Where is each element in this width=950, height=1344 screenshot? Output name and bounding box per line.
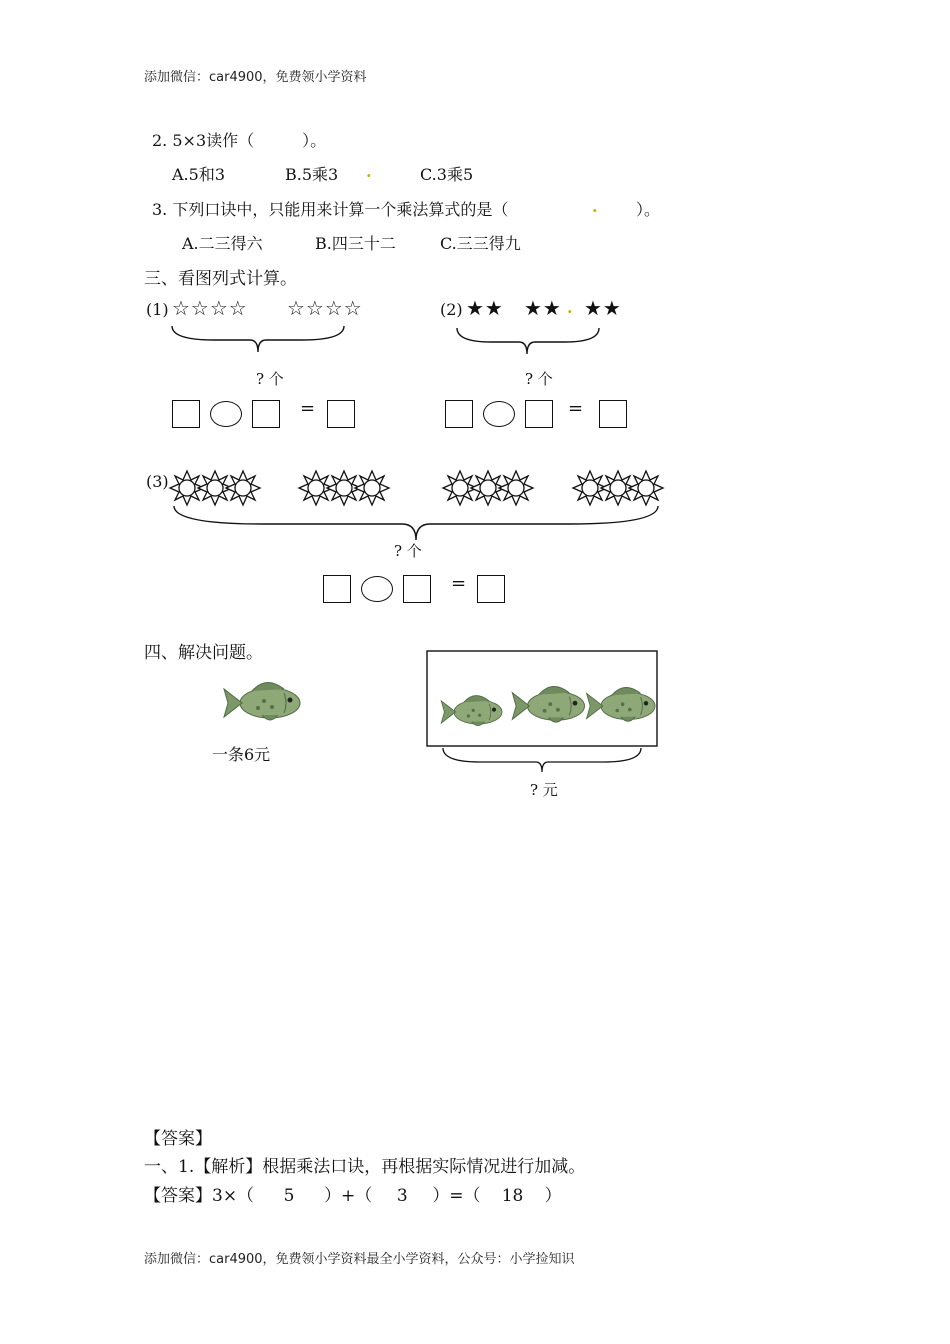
- p1-question: ? 个: [256, 370, 284, 388]
- p3-label: (3): [146, 472, 169, 491]
- highlight-dot: .: [567, 298, 573, 317]
- footer-note: 添加微信：car4900，免费领小学资料最全小学资料，公众号：小学捡知识: [144, 1252, 575, 1267]
- p2-filled-stars-b: ★★: [524, 296, 562, 320]
- section-4-title: 四、解决问题。: [144, 643, 263, 663]
- answer-plus: ）+（: [324, 1186, 373, 1206]
- question-3: 3. 下列口诀中，只能用来计算一个乘法算式的是（: [152, 200, 509, 219]
- answers-heading: 【答案】: [144, 1129, 212, 1149]
- q2-option-c: C.3乘5: [420, 165, 474, 184]
- p2-label: (2): [440, 300, 463, 319]
- answer-close: ）: [544, 1186, 562, 1206]
- highlight-dot: .: [592, 197, 598, 216]
- answer-value-3: 18: [501, 1186, 524, 1206]
- highlight-dot: .: [366, 162, 372, 181]
- fish-question: ? 元: [530, 781, 558, 799]
- fish-icon: [587, 688, 655, 722]
- p1-equals: =: [300, 398, 316, 419]
- p1-label: (1): [146, 300, 169, 319]
- q3-option-a: A.二三得六: [182, 234, 263, 253]
- answer-prefix: 【答案】3×（: [144, 1186, 255, 1206]
- fish-brace: [443, 748, 641, 772]
- p3-question: ? 个: [394, 542, 422, 560]
- q3-option-b: B.四三十二: [315, 234, 396, 253]
- question-2: 2. 5×3读作（ ）。: [152, 131, 327, 150]
- question-3-end: ）。: [636, 200, 661, 219]
- answer-value-1: 5: [283, 1186, 295, 1206]
- fish-icon: [224, 682, 300, 720]
- answer-explanation: 一、1.【解析】根据乘法口诀，再根据实际情况进行加减。: [144, 1157, 586, 1177]
- answer-value-2: 3: [396, 1186, 408, 1206]
- p2-filled-stars-c: ★★: [584, 296, 622, 320]
- header-note: 添加微信：car4900，免费领小学资料: [144, 70, 367, 85]
- answer-eq: ）=（: [432, 1186, 481, 1206]
- p1-hollow-stars-a: ☆☆☆☆: [172, 296, 248, 320]
- p2-question: ? 个: [525, 370, 553, 388]
- q2-option-b: B.5乘3: [285, 165, 339, 184]
- fish-icon: [512, 686, 584, 722]
- p3-equals: =: [451, 573, 467, 594]
- answer-line: [144, 1181, 562, 1206]
- p2-filled-stars-a: ★★: [466, 296, 504, 320]
- fish-price-label: 一条6元: [212, 745, 271, 764]
- fish-icon: [441, 696, 502, 726]
- q2-option-a: A.5和3: [172, 165, 226, 184]
- q3-option-c: C.三三得九: [440, 234, 521, 253]
- section-3-title: 三、看图列式计算。: [144, 269, 297, 289]
- p1-hollow-stars-b: ☆☆☆☆: [287, 296, 363, 320]
- p2-equals: =: [568, 398, 584, 419]
